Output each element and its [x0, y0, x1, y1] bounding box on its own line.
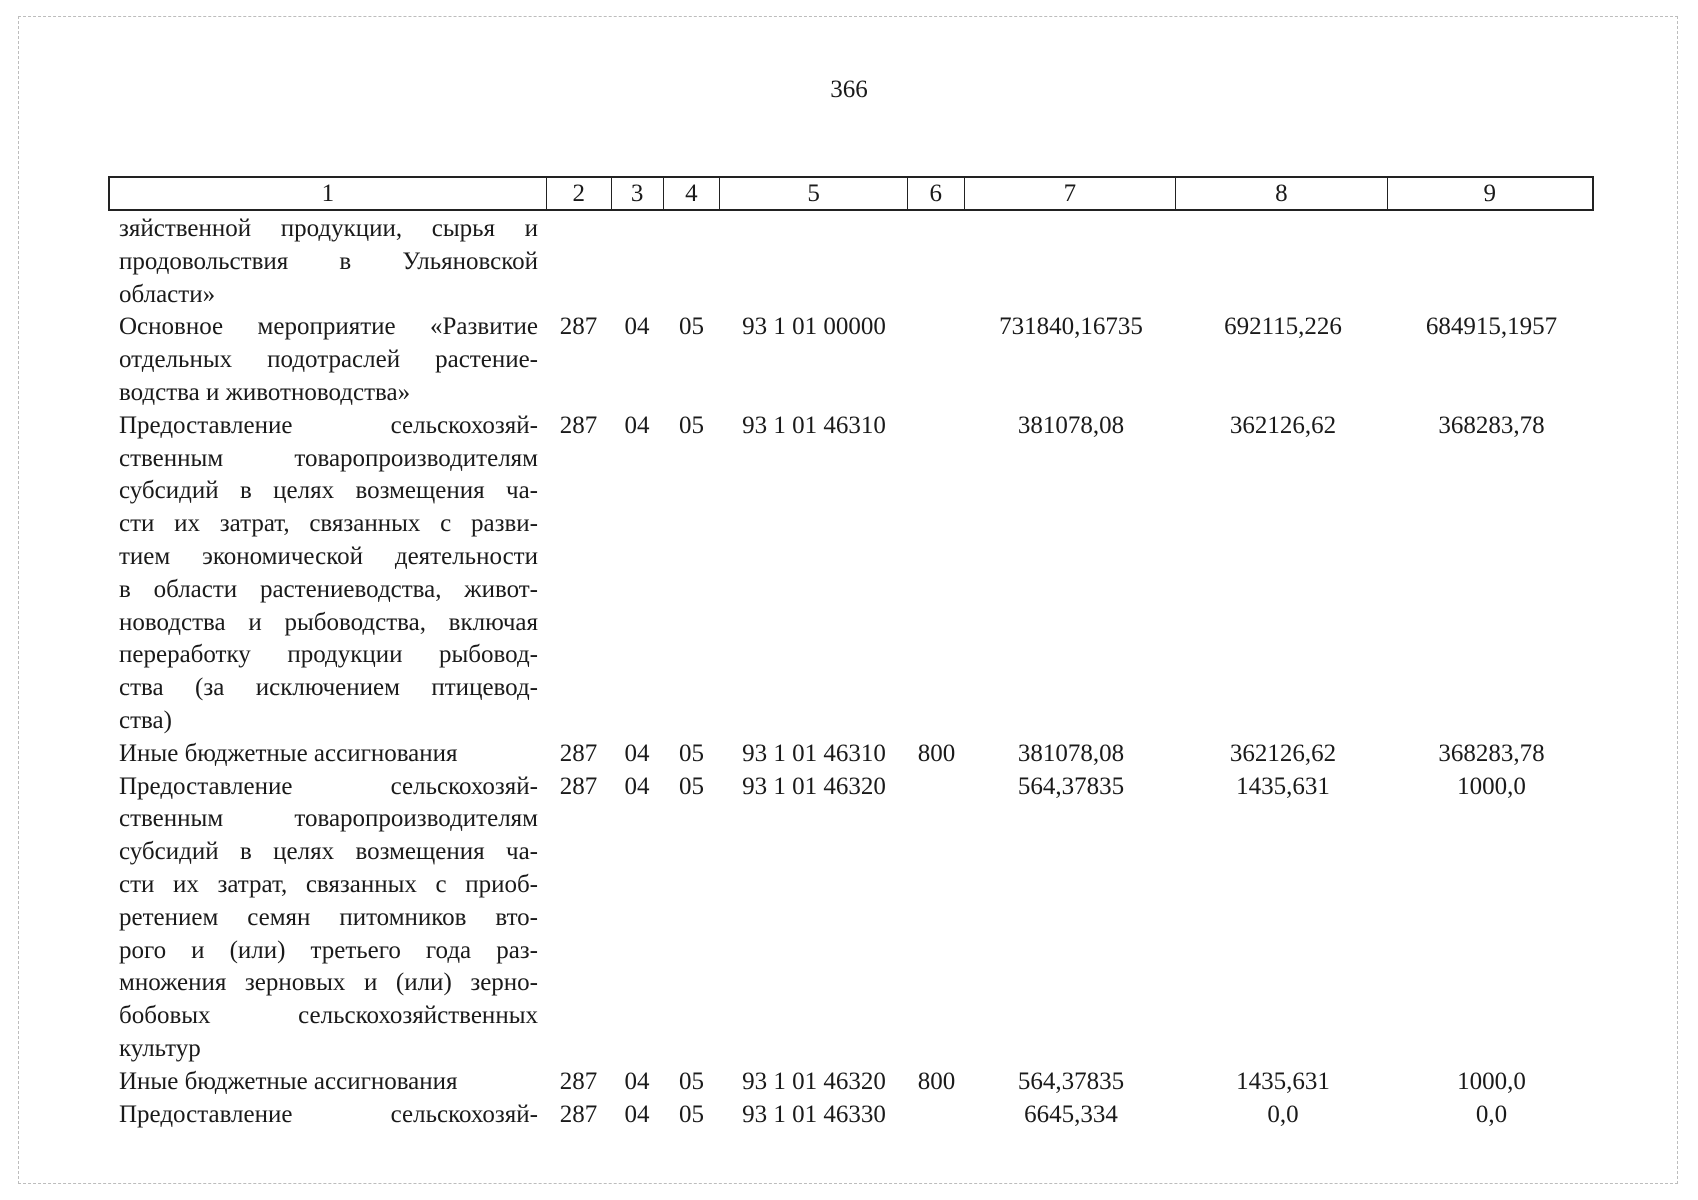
cell-col-4: 05: [679, 1100, 704, 1128]
cell-col-7: 381078,08: [1017, 411, 1125, 439]
cell-col-3: 04: [624, 411, 650, 439]
cell-col-9: 1000,0: [1457, 772, 1526, 800]
description-line: субсидий в целях возмещения ча-: [119, 477, 538, 505]
cell-col-6: 800: [917, 739, 956, 767]
cell-col-4: 05: [679, 313, 704, 341]
description-line: Иные бюджетные ассигнования: [119, 1067, 458, 1095]
cell-col-6: 800: [917, 1067, 956, 1095]
description-line: Иные бюджетные ассигнования: [119, 739, 458, 767]
cell-col-2: 287: [559, 772, 598, 800]
cell-col-4: [663, 213, 720, 311]
cell-col-7: [965, 213, 1177, 311]
header-col-3: 3: [612, 178, 664, 209]
description-line: новодства и рыбоводства, включая: [119, 608, 538, 636]
table-body: [108, 213, 1594, 1131]
cell-col-6: [908, 1099, 965, 1132]
description-line: сти их затрат, связанных с разви-: [119, 510, 538, 538]
description-line: сти их затрат, связанных с приоб-: [119, 870, 538, 898]
description-line: Основное мероприятие «Развитие: [119, 313, 538, 341]
header-col-6: 6: [908, 178, 965, 209]
cell-col-5: [720, 213, 908, 311]
cell-col-6: [908, 311, 965, 409]
description-line: культур: [119, 1034, 201, 1062]
cell-col-2: 287: [559, 313, 598, 341]
cell-col-5: 93 1 01 46310: [742, 739, 886, 767]
cell-col-4: 05: [679, 1067, 704, 1095]
cell-col-8: 362126,62: [1229, 739, 1337, 767]
description-line: водства и животноводства»: [119, 378, 411, 406]
cell-col-5: 93 1 01 46320: [742, 1067, 886, 1095]
description-line: ретением семян питомников вто-: [119, 903, 538, 931]
cell-col-6: [908, 410, 965, 738]
cell-col-8: 0,0: [1267, 1100, 1299, 1128]
description-line: продовольствия в Ульяновской: [119, 247, 538, 275]
description-line: бобовых сельскохозяйственных: [119, 1002, 538, 1030]
header-col-9: 9: [1483, 179, 1496, 207]
cell-col-7: 564,37835: [1017, 1067, 1125, 1095]
cell-col-2: 287: [559, 1100, 598, 1128]
cell-col-3: 04: [624, 1067, 650, 1095]
header-col-5: 5: [720, 178, 908, 209]
table-row: [108, 410, 1594, 738]
description-line: тием экономической деятельности: [119, 542, 538, 570]
cell-col-8: 362126,62: [1229, 411, 1337, 439]
table-row: [108, 213, 1594, 311]
table-row: [108, 1066, 1594, 1099]
cell-col-4: 05: [679, 772, 704, 800]
description-line: Предоставление сельскохозяй-: [119, 772, 538, 800]
page-number: 366: [830, 76, 868, 103]
description-line: Предоставление сельскохозяй-: [119, 411, 538, 439]
header-col-8: 8: [1176, 178, 1387, 209]
cell-col-7: 6645,334: [1024, 1100, 1118, 1128]
description-line: в области растениеводства, живот-: [119, 575, 538, 603]
cell-col-2: [546, 213, 611, 311]
cell-col-3: 04: [624, 739, 650, 767]
row-description: [108, 1099, 546, 1132]
description-line: рого и (или) третьего года раз-: [119, 936, 538, 964]
description-line: ственным товаропроизводителям: [119, 444, 538, 472]
description-line: субсидий в целях возмещения ча-: [119, 838, 538, 866]
description-line: Предоставление сельскохозяй-: [119, 1100, 538, 1128]
description-line: отдельных подотраслей растение-: [119, 346, 538, 374]
row-description: [108, 311, 546, 409]
table-header: [108, 176, 1594, 211]
row-description: [108, 738, 546, 771]
cell-col-9: 368283,78: [1438, 411, 1545, 439]
description-line: области»: [119, 280, 216, 308]
cell-col-8: 1435,631: [1236, 772, 1330, 800]
header-col-4: 4: [664, 178, 721, 209]
header-col-7: 7: [965, 178, 1176, 209]
row-description: [108, 771, 546, 1066]
cell-col-3: 04: [624, 313, 650, 341]
header-col-1: 1: [110, 178, 547, 209]
cell-col-3: 04: [624, 1100, 650, 1128]
description-line: ства (за исключением птицевод-: [119, 674, 538, 702]
cell-col-5: 93 1 01 46320: [742, 772, 886, 800]
description-line: ственным товаропроизводителям: [119, 805, 538, 833]
cell-col-2: 287: [559, 739, 598, 767]
row-description: [108, 1066, 546, 1099]
cell-col-4: 05: [679, 739, 704, 767]
cell-col-5: 93 1 01 00000: [742, 313, 886, 341]
cell-col-8: 1435,631: [1236, 1067, 1330, 1095]
cell-col-9: 368283,78: [1438, 739, 1545, 767]
table-row: [108, 771, 1594, 1066]
cell-col-3: 04: [624, 772, 650, 800]
cell-col-7: 731840,16735: [999, 313, 1143, 341]
cell-col-2: 287: [559, 411, 598, 439]
header-col-2: 2: [547, 178, 612, 209]
cell-col-7: 381078,08: [1017, 739, 1125, 767]
table-row: [108, 738, 1594, 771]
description-line: множения зерновых и (или) зерно-: [119, 969, 538, 997]
cell-col-5: 93 1 01 46330: [742, 1100, 886, 1128]
cell-col-6: [908, 213, 965, 311]
cell-col-8: [1177, 213, 1389, 311]
cell-col-6: [908, 771, 965, 1066]
cell-col-5: 93 1 01 46310: [742, 411, 886, 439]
description-line: переработку продукции рыбовод-: [119, 641, 538, 669]
cell-col-7: 564,37835: [1017, 772, 1125, 800]
row-description: [108, 213, 546, 311]
cell-col-9: 1000,0: [1457, 1067, 1526, 1095]
description-line: ства): [119, 706, 172, 734]
table-row: [108, 1099, 1594, 1132]
cell-col-4: 05: [679, 411, 704, 439]
row-description: [108, 410, 546, 738]
table-row: [108, 311, 1594, 409]
description-line: зяйственной продукции, сырья и: [119, 215, 538, 242]
cell-col-8: 692115,226: [1224, 313, 1342, 341]
cell-col-3: [611, 213, 663, 311]
cell-col-9: 684915,1957: [1425, 313, 1558, 341]
cell-col-9: 0,0: [1475, 1100, 1508, 1128]
cell-col-2: 287: [559, 1067, 598, 1095]
cell-col-9: [1389, 213, 1594, 311]
